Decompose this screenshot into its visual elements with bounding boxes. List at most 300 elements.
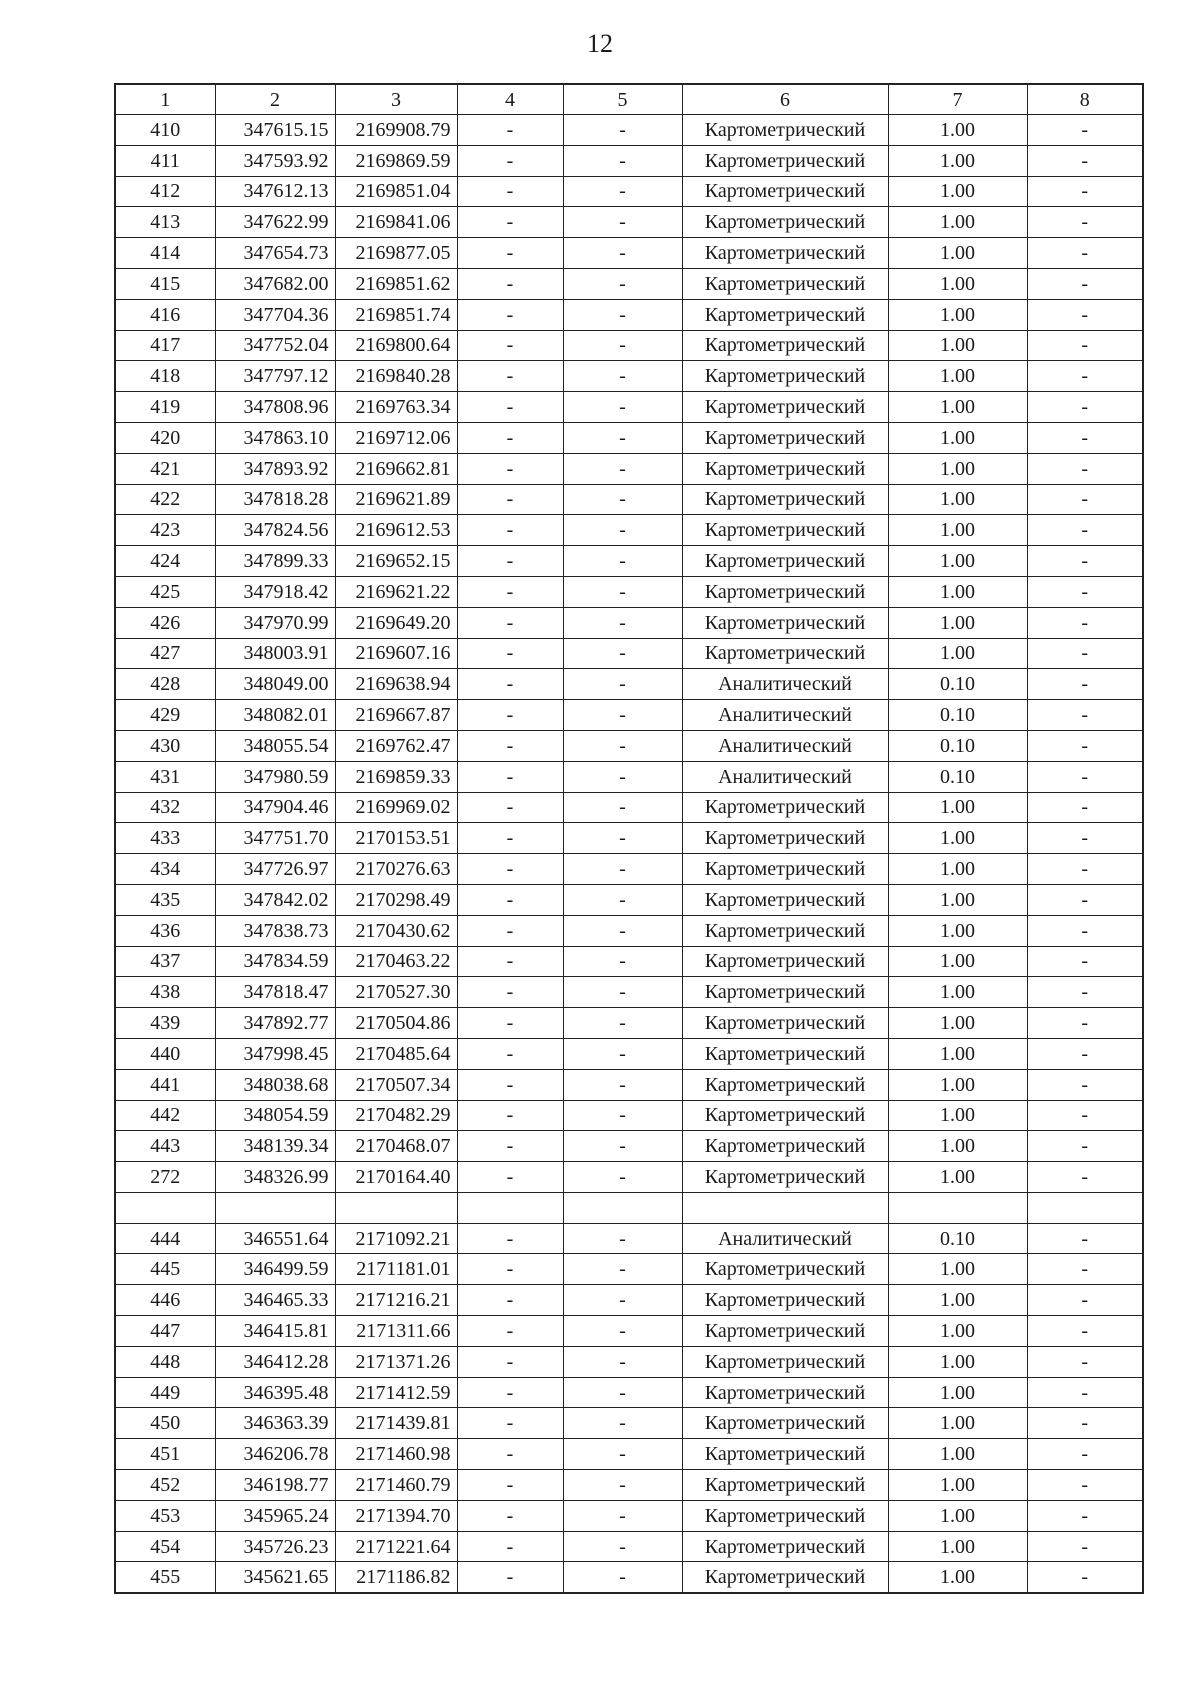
col-5-value-cell: - xyxy=(563,1254,682,1285)
col-4-value-cell: - xyxy=(457,299,563,330)
accuracy-cell: 1.00 xyxy=(888,546,1027,577)
col-4-value-cell: - xyxy=(457,1008,563,1039)
method-cell: Картометрический xyxy=(682,115,888,146)
point-number-cell: 414 xyxy=(115,238,215,269)
col-5-value-cell: - xyxy=(563,792,682,823)
coord-y-cell: 2169607.16 xyxy=(335,638,457,669)
col-8-value-cell: - xyxy=(1027,453,1143,484)
coord-y-cell xyxy=(335,1192,457,1223)
col-4-value-cell: - xyxy=(457,1162,563,1193)
column-header: 8 xyxy=(1027,84,1143,115)
method-cell: Аналитический xyxy=(682,761,888,792)
table-row xyxy=(115,1377,1143,1408)
coord-x-cell: 348049.00 xyxy=(215,669,335,700)
col-5-value-cell: - xyxy=(563,1285,682,1316)
coord-y-cell: 2170468.07 xyxy=(335,1131,457,1162)
coord-x-cell: 348326.99 xyxy=(215,1162,335,1193)
method-cell: Картометрический xyxy=(682,1531,888,1562)
page-number: 12 xyxy=(587,29,613,58)
accuracy-cell: 1.00 xyxy=(888,638,1027,669)
coord-y-cell: 2171186.82 xyxy=(335,1562,457,1593)
accuracy-cell: 1.00 xyxy=(888,1038,1027,1069)
column-header: 1 xyxy=(115,84,215,115)
point-number-cell: 445 xyxy=(115,1254,215,1285)
table-row xyxy=(115,1008,1143,1039)
coord-x-cell: 348139.34 xyxy=(215,1131,335,1162)
col-4-value-cell: - xyxy=(457,638,563,669)
coord-y-cell: 2169762.47 xyxy=(335,730,457,761)
coord-y-cell: 2171460.79 xyxy=(335,1470,457,1501)
col-8-value-cell: - xyxy=(1027,884,1143,915)
coord-x-cell: 346551.64 xyxy=(215,1223,335,1254)
coord-y-cell: 2169652.15 xyxy=(335,546,457,577)
point-number-cell: 415 xyxy=(115,268,215,299)
accuracy-cell: 0.10 xyxy=(888,700,1027,731)
point-number-cell xyxy=(115,1192,215,1223)
accuracy-cell: 1.00 xyxy=(888,1254,1027,1285)
coord-x-cell: 345726.23 xyxy=(215,1531,335,1562)
coord-y-cell: 2169662.81 xyxy=(335,453,457,484)
col-8-value-cell: - xyxy=(1027,392,1143,423)
table-row xyxy=(115,823,1143,854)
method-cell: Картометрический xyxy=(682,515,888,546)
col-5-value-cell: - xyxy=(563,115,682,146)
col-8-value-cell: - xyxy=(1027,1562,1143,1593)
table-row xyxy=(115,946,1143,977)
coord-x-cell: 347726.97 xyxy=(215,854,335,885)
table-row xyxy=(115,453,1143,484)
accuracy-cell: 1.00 xyxy=(888,884,1027,915)
coord-x-cell: 346465.33 xyxy=(215,1285,335,1316)
accuracy-cell: 1.00 xyxy=(888,515,1027,546)
col-5-value-cell: - xyxy=(563,576,682,607)
col-4-value-cell: - xyxy=(457,576,563,607)
col-5-value-cell: - xyxy=(563,1131,682,1162)
col-5-value-cell: - xyxy=(563,607,682,638)
point-number-cell: 411 xyxy=(115,145,215,176)
coord-y-cell: 2170298.49 xyxy=(335,884,457,915)
table-row xyxy=(115,392,1143,423)
accuracy-cell: 1.00 xyxy=(888,361,1027,392)
method-cell: Картометрический xyxy=(682,268,888,299)
coord-x-cell: 347980.59 xyxy=(215,761,335,792)
point-number-cell: 429 xyxy=(115,700,215,731)
coord-y-cell: 2169667.87 xyxy=(335,700,457,731)
col-5-value-cell: - xyxy=(563,1008,682,1039)
col-5-value-cell: - xyxy=(563,299,682,330)
coord-x-cell: 347615.15 xyxy=(215,115,335,146)
col-8-value-cell: - xyxy=(1027,1377,1143,1408)
col-5-value-cell: - xyxy=(563,484,682,515)
coord-y-cell: 2171371.26 xyxy=(335,1346,457,1377)
method-cell: Картометрический xyxy=(682,1346,888,1377)
coord-y-cell: 2171412.59 xyxy=(335,1377,457,1408)
point-number-cell: 420 xyxy=(115,422,215,453)
col-8-value-cell: - xyxy=(1027,1008,1143,1039)
table-row xyxy=(115,361,1143,392)
point-number-cell: 453 xyxy=(115,1500,215,1531)
point-number-cell: 449 xyxy=(115,1377,215,1408)
method-cell: Картометрический xyxy=(682,453,888,484)
point-number-cell: 455 xyxy=(115,1562,215,1593)
accuracy-cell: 1.00 xyxy=(888,1100,1027,1131)
column-header: 6 xyxy=(682,84,888,115)
col-4-value-cell: - xyxy=(457,1131,563,1162)
col-4-value-cell: - xyxy=(457,207,563,238)
coord-x-cell: 347834.59 xyxy=(215,946,335,977)
col-8-value-cell: - xyxy=(1027,176,1143,207)
col-8-value-cell: - xyxy=(1027,238,1143,269)
coord-x-cell: 346206.78 xyxy=(215,1439,335,1470)
table-row xyxy=(115,268,1143,299)
table-row xyxy=(115,1131,1143,1162)
col-4-value-cell: - xyxy=(457,546,563,577)
col-8-value-cell: - xyxy=(1027,207,1143,238)
col-8-value-cell: - xyxy=(1027,761,1143,792)
accuracy-cell: 1.00 xyxy=(888,1316,1027,1347)
coord-y-cell: 2170485.64 xyxy=(335,1038,457,1069)
coord-y-cell: 2171216.21 xyxy=(335,1285,457,1316)
coord-x-cell xyxy=(215,1192,335,1223)
table-row xyxy=(115,700,1143,731)
coord-x-cell: 348038.68 xyxy=(215,1069,335,1100)
col-4-value-cell: - xyxy=(457,669,563,700)
col-8-value-cell: - xyxy=(1027,330,1143,361)
table-row xyxy=(115,576,1143,607)
col-8-value-cell: - xyxy=(1027,1439,1143,1470)
col-5-value-cell: - xyxy=(563,946,682,977)
coord-x-cell: 347904.46 xyxy=(215,792,335,823)
point-number-cell: 410 xyxy=(115,115,215,146)
col-8-value-cell: - xyxy=(1027,1223,1143,1254)
point-number-cell: 446 xyxy=(115,1285,215,1316)
table-row xyxy=(115,1470,1143,1501)
accuracy-cell: 1.00 xyxy=(888,1162,1027,1193)
accuracy-cell: 1.00 xyxy=(888,946,1027,977)
coord-y-cell: 2169851.74 xyxy=(335,299,457,330)
table-row xyxy=(115,1069,1143,1100)
method-cell: Картометрический xyxy=(682,299,888,330)
method-cell: Картометрический xyxy=(682,1500,888,1531)
accuracy-cell: 0.10 xyxy=(888,730,1027,761)
point-number-cell: 413 xyxy=(115,207,215,238)
table-row xyxy=(115,1254,1143,1285)
table-row xyxy=(115,792,1143,823)
table-row xyxy=(115,1100,1143,1131)
col-5-value-cell: - xyxy=(563,1100,682,1131)
col-8-value-cell: - xyxy=(1027,1069,1143,1100)
point-number-cell: 272 xyxy=(115,1162,215,1193)
coord-x-cell: 347682.00 xyxy=(215,268,335,299)
table-row xyxy=(115,730,1143,761)
col-5-value-cell: - xyxy=(563,361,682,392)
coord-y-cell: 2171439.81 xyxy=(335,1408,457,1439)
accuracy-cell: 1.00 xyxy=(888,576,1027,607)
point-number-cell: 426 xyxy=(115,607,215,638)
coord-y-cell: 2169851.04 xyxy=(335,176,457,207)
col-8-value-cell: - xyxy=(1027,1285,1143,1316)
point-number-cell: 435 xyxy=(115,884,215,915)
point-number-cell: 434 xyxy=(115,854,215,885)
col-4-value-cell: - xyxy=(457,1439,563,1470)
coord-y-cell: 2171394.70 xyxy=(335,1500,457,1531)
method-cell: Картометрический xyxy=(682,1316,888,1347)
col-8-value-cell: - xyxy=(1027,792,1143,823)
coord-x-cell: 347818.47 xyxy=(215,977,335,1008)
table-header-row xyxy=(115,84,1143,115)
point-number-cell: 448 xyxy=(115,1346,215,1377)
col-4-value-cell: - xyxy=(457,115,563,146)
col-5-value-cell: - xyxy=(563,392,682,423)
coord-x-cell: 347970.99 xyxy=(215,607,335,638)
method-cell: Картометрический xyxy=(682,576,888,607)
col-4-value-cell: - xyxy=(457,1562,563,1593)
col-4-value-cell: - xyxy=(457,1316,563,1347)
col-4-value-cell: - xyxy=(457,607,563,638)
accuracy-cell: 1.00 xyxy=(888,1500,1027,1531)
col-5-value-cell: - xyxy=(563,1562,682,1593)
point-number-cell: 442 xyxy=(115,1100,215,1131)
table-row xyxy=(115,207,1143,238)
coord-y-cell: 2171221.64 xyxy=(335,1531,457,1562)
method-cell: Картометрический xyxy=(682,1285,888,1316)
point-number-cell: 412 xyxy=(115,176,215,207)
coord-x-cell: 346363.39 xyxy=(215,1408,335,1439)
col-8-value-cell: - xyxy=(1027,946,1143,977)
column-header: 3 xyxy=(335,84,457,115)
accuracy-cell: 1.00 xyxy=(888,422,1027,453)
method-cell: Аналитический xyxy=(682,1223,888,1254)
point-number-cell: 447 xyxy=(115,1316,215,1347)
coord-x-cell: 347893.92 xyxy=(215,453,335,484)
col-4-value-cell: - xyxy=(457,330,563,361)
col-8-value-cell: - xyxy=(1027,1254,1143,1285)
table-row xyxy=(115,1285,1143,1316)
col-4-value-cell: - xyxy=(457,854,563,885)
point-number-cell: 425 xyxy=(115,576,215,607)
col-8-value-cell: - xyxy=(1027,854,1143,885)
col-4-value-cell: - xyxy=(457,1285,563,1316)
col-4-value-cell: - xyxy=(457,1069,563,1100)
accuracy-cell: 1.00 xyxy=(888,115,1027,146)
column-header: 2 xyxy=(215,84,335,115)
col-5-value-cell: - xyxy=(563,453,682,484)
col-5-value-cell: - xyxy=(563,176,682,207)
point-number-cell: 424 xyxy=(115,546,215,577)
coord-x-cell: 346412.28 xyxy=(215,1346,335,1377)
table-row xyxy=(115,1439,1143,1470)
col-4-value-cell: - xyxy=(457,1408,563,1439)
method-cell: Картометрический xyxy=(682,977,888,1008)
coord-x-cell: 347918.42 xyxy=(215,576,335,607)
point-number-cell: 421 xyxy=(115,453,215,484)
coord-y-cell: 2171460.98 xyxy=(335,1439,457,1470)
col-5-value-cell: - xyxy=(563,515,682,546)
accuracy-cell: 1.00 xyxy=(888,977,1027,1008)
col-5-value-cell: - xyxy=(563,422,682,453)
coord-y-cell: 2169621.22 xyxy=(335,576,457,607)
col-5-value-cell: - xyxy=(563,977,682,1008)
col-4-value-cell: - xyxy=(457,884,563,915)
col-4-value-cell: - xyxy=(457,946,563,977)
coord-y-cell: 2169869.59 xyxy=(335,145,457,176)
point-number-cell: 416 xyxy=(115,299,215,330)
coord-y-cell: 2169621.89 xyxy=(335,484,457,515)
table-row xyxy=(115,1346,1143,1377)
coord-x-cell: 347863.10 xyxy=(215,422,335,453)
method-cell: Картометрический xyxy=(682,238,888,269)
coord-y-cell: 2170463.22 xyxy=(335,946,457,977)
point-number-cell: 438 xyxy=(115,977,215,1008)
accuracy-cell: 1.00 xyxy=(888,268,1027,299)
col-8-value-cell: - xyxy=(1027,607,1143,638)
coord-x-cell: 347824.56 xyxy=(215,515,335,546)
table-row xyxy=(115,238,1143,269)
col-5-value-cell: - xyxy=(563,915,682,946)
accuracy-cell: 1.00 xyxy=(888,915,1027,946)
coord-y-cell: 2171181.01 xyxy=(335,1254,457,1285)
coord-y-cell: 2169851.62 xyxy=(335,268,457,299)
col-5-value-cell: - xyxy=(563,1316,682,1347)
col-8-value-cell: - xyxy=(1027,1470,1143,1501)
col-4-value-cell: - xyxy=(457,422,563,453)
coord-x-cell: 347654.73 xyxy=(215,238,335,269)
coord-x-cell: 347808.96 xyxy=(215,392,335,423)
method-cell: Картометрический xyxy=(682,884,888,915)
accuracy-cell: 1.00 xyxy=(888,176,1027,207)
point-number-cell: 417 xyxy=(115,330,215,361)
table-row xyxy=(115,977,1143,1008)
col-5-value-cell: - xyxy=(563,330,682,361)
point-number-cell: 439 xyxy=(115,1008,215,1039)
col-5-value-cell: - xyxy=(563,238,682,269)
table-row xyxy=(115,330,1143,361)
table-row xyxy=(115,607,1143,638)
table-row xyxy=(115,1408,1143,1439)
col-4-value-cell xyxy=(457,1192,563,1223)
col-8-value-cell: - xyxy=(1027,422,1143,453)
col-8-value-cell: - xyxy=(1027,576,1143,607)
col-4-value-cell: - xyxy=(457,792,563,823)
coord-x-cell: 346198.77 xyxy=(215,1470,335,1501)
method-cell: Картометрический xyxy=(682,1470,888,1501)
point-number-cell: 418 xyxy=(115,361,215,392)
accuracy-cell: 1.00 xyxy=(888,330,1027,361)
method-cell: Картометрический xyxy=(682,145,888,176)
accuracy-cell: 1.00 xyxy=(888,484,1027,515)
col-8-value-cell: - xyxy=(1027,700,1143,731)
point-number-cell: 454 xyxy=(115,1531,215,1562)
method-cell: Картометрический xyxy=(682,1408,888,1439)
col-4-value-cell: - xyxy=(457,1531,563,1562)
col-4-value-cell: - xyxy=(457,977,563,1008)
coord-y-cell: 2169877.05 xyxy=(335,238,457,269)
method-cell: Картометрический xyxy=(682,1008,888,1039)
col-8-value-cell: - xyxy=(1027,268,1143,299)
col-5-value-cell: - xyxy=(563,730,682,761)
coord-x-cell: 346395.48 xyxy=(215,1377,335,1408)
point-number-cell: 451 xyxy=(115,1439,215,1470)
table-row xyxy=(115,546,1143,577)
table-row xyxy=(115,1562,1143,1593)
point-number-cell: 433 xyxy=(115,823,215,854)
coord-y-cell: 2170153.51 xyxy=(335,823,457,854)
coord-y-cell: 2171092.21 xyxy=(335,1223,457,1254)
point-number-cell: 437 xyxy=(115,946,215,977)
accuracy-cell: 1.00 xyxy=(888,1377,1027,1408)
col-4-value-cell: - xyxy=(457,484,563,515)
method-cell: Картометрический xyxy=(682,1162,888,1193)
col-4-value-cell: - xyxy=(457,761,563,792)
col-8-value-cell: - xyxy=(1027,669,1143,700)
coord-x-cell: 348055.54 xyxy=(215,730,335,761)
table-row xyxy=(115,115,1143,146)
col-8-value-cell xyxy=(1027,1192,1143,1223)
col-4-value-cell: - xyxy=(457,700,563,731)
col-5-value-cell: - xyxy=(563,1531,682,1562)
col-8-value-cell: - xyxy=(1027,1131,1143,1162)
method-cell: Картометрический xyxy=(682,422,888,453)
col-5-value-cell: - xyxy=(563,546,682,577)
table-row xyxy=(115,1192,1143,1223)
table-row xyxy=(115,915,1143,946)
coord-x-cell: 346499.59 xyxy=(215,1254,335,1285)
col-4-value-cell: - xyxy=(457,515,563,546)
method-cell xyxy=(682,1192,888,1223)
table-row xyxy=(115,761,1143,792)
coord-x-cell: 346415.81 xyxy=(215,1316,335,1347)
method-cell: Картометрический xyxy=(682,1069,888,1100)
point-number-cell: 428 xyxy=(115,669,215,700)
point-number-cell: 423 xyxy=(115,515,215,546)
accuracy-cell: 1.00 xyxy=(888,1562,1027,1593)
coord-x-cell: 348054.59 xyxy=(215,1100,335,1131)
accuracy-cell: 1.00 xyxy=(888,453,1027,484)
accuracy-cell: 0.10 xyxy=(888,669,1027,700)
accuracy-cell: 1.00 xyxy=(888,1008,1027,1039)
coord-y-cell: 2169712.06 xyxy=(335,422,457,453)
point-number-cell: 441 xyxy=(115,1069,215,1100)
coord-y-cell: 2169638.94 xyxy=(335,669,457,700)
table-row xyxy=(115,299,1143,330)
coord-y-cell: 2170276.63 xyxy=(335,854,457,885)
accuracy-cell: 1.00 xyxy=(888,792,1027,823)
accuracy-cell: 1.00 xyxy=(888,823,1027,854)
col-4-value-cell: - xyxy=(457,176,563,207)
coord-y-cell: 2170164.40 xyxy=(335,1162,457,1193)
col-8-value-cell: - xyxy=(1027,730,1143,761)
col-5-value-cell xyxy=(563,1192,682,1223)
coord-x-cell: 347838.73 xyxy=(215,915,335,946)
coord-x-cell: 348082.01 xyxy=(215,700,335,731)
point-number-cell: 440 xyxy=(115,1038,215,1069)
accuracy-cell: 1.00 xyxy=(888,299,1027,330)
method-cell: Картометрический xyxy=(682,946,888,977)
point-number-cell: 431 xyxy=(115,761,215,792)
method-cell: Картометрический xyxy=(682,823,888,854)
col-5-value-cell: - xyxy=(563,638,682,669)
coord-y-cell: 2169969.02 xyxy=(335,792,457,823)
col-4-value-cell: - xyxy=(457,238,563,269)
method-cell: Картометрический xyxy=(682,361,888,392)
col-8-value-cell: - xyxy=(1027,1316,1143,1347)
col-5-value-cell: - xyxy=(563,1439,682,1470)
col-5-value-cell: - xyxy=(563,1500,682,1531)
column-header: 4 xyxy=(457,84,563,115)
method-cell: Картометрический xyxy=(682,1377,888,1408)
method-cell: Картометрический xyxy=(682,1038,888,1069)
accuracy-cell: 1.00 xyxy=(888,207,1027,238)
